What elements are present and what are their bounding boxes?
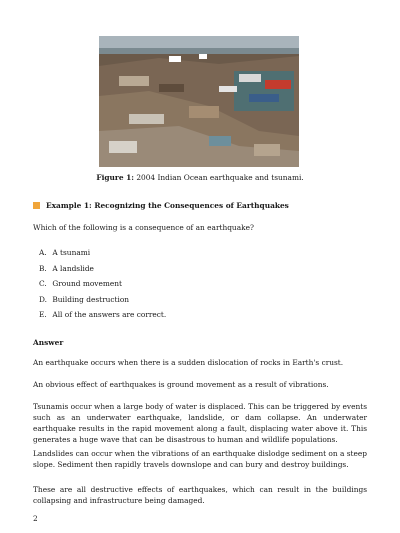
answer-paragraph-3: Tsunamis occur when a large body of water is displaced. This can be triggered by events such as an underwater earthquake, landslide, or dam collapse. An underwater earthquake results in the rapid movement along a fault, displacing water above it. This generates a huge wave that can be disastrous to human and wildlife populations.	[33, 402, 367, 444]
option-b: B. A landslide	[39, 263, 94, 273]
answer-paragraph-5: These are all destructive effects of earthquakes, which can result in the buildings collapsing and infrastructure being damaged.	[33, 485, 367, 505]
tsunami-debris-photo	[99, 36, 299, 167]
option-d: D. Building destruction	[39, 294, 130, 304]
answer-paragraph-1: An earthquake occurs when there is a sudden dislocation of rocks in Earth's crust.	[33, 358, 344, 367]
example-title: Example 1: Recognizing the Consequences of Earthquakes	[46, 201, 289, 210]
figure-caption-label: Figure 1:	[96, 173, 134, 182]
photo-illustration	[99, 36, 299, 167]
example-marker-icon	[33, 202, 40, 209]
answer-options-list	[39, 247, 166, 325]
figure-caption	[0, 173, 400, 183]
answer-paragraph-2: An obvious effect of earthquakes is ground movement as a result of vibrations.	[33, 380, 329, 389]
option-c: C. Ground movement	[39, 279, 122, 288]
example-heading	[33, 201, 289, 210]
figure-caption-text: 2004 Indian Ocean earthquake and tsunami.	[136, 173, 304, 182]
answer-paragraph-4: Landslides can occur when the vibrations of an earthquake dislodge sediment on a steep slope. Sediment then rapidly travels downslope and can bury and destroy buildings.	[33, 449, 367, 469]
option-e: E. All of the answers are correct.	[39, 310, 167, 319]
answer-heading: Answer	[33, 338, 64, 347]
option-a: A. A tsunami	[39, 248, 91, 257]
question-text: Which of the following is a consequence of an earthquake?	[33, 223, 254, 232]
page-number: 2	[33, 514, 38, 523]
